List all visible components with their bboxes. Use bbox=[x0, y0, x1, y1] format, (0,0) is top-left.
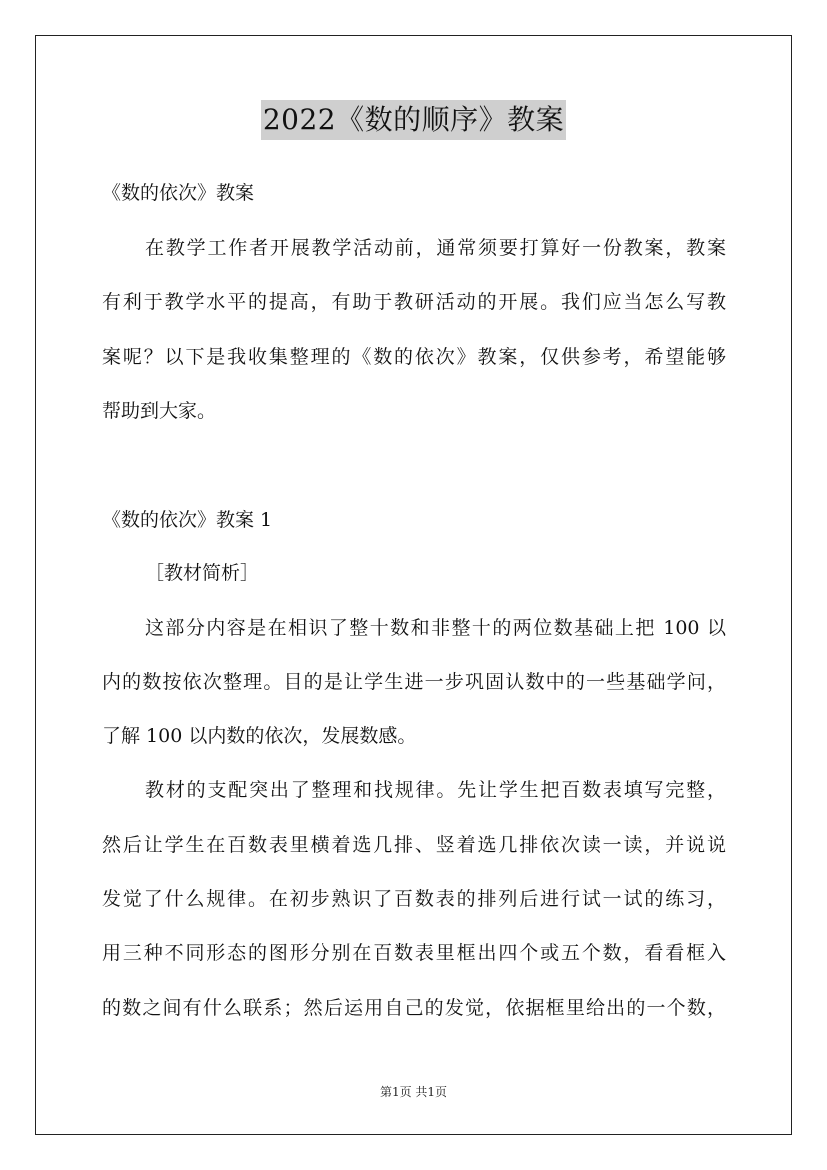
heading-lesson-plan-1: 《数的依次》教案 1 bbox=[102, 509, 273, 531]
heading-lesson-plan: 《数的依次》教案 bbox=[102, 182, 255, 204]
paragraph-2-line-3: 发觉了什么规律。在初步熟识了百数表的排列后进行试一试的练习， bbox=[102, 888, 726, 910]
page-footer: 第1页 共1页 bbox=[379, 1085, 448, 1099]
paragraph-1-line-1: 这部分内容是在相识了整十数和非整十的两位数基础上把 100 以 bbox=[145, 617, 726, 639]
paragraph-2-line-2: 然后让学生在百数表里横着选几排、竖着选几排依次读一读，并说说 bbox=[102, 834, 726, 856]
intro-line-2: 有利于教学水平的提高，有助于教研活动的开展。我们应当怎么写教 bbox=[102, 291, 726, 313]
paragraph-2-line-5: 的数之间有什么联系；然后运用自己的发觉，依据框里给出的一个数， bbox=[102, 997, 726, 1019]
paragraph-2-line-4: 用三种不同形态的图形分别在百数表里框出四个或五个数，看看框入 bbox=[102, 942, 726, 964]
document-title: 2022《数的顺序》教案 bbox=[261, 100, 566, 140]
title-container bbox=[0, 100, 827, 140]
paragraph-1-line-3: 了解 100 以内数的依次，发展数感。 bbox=[102, 725, 417, 747]
intro-line-3: 案呢？以下是我收集整理的《数的依次》教案，仅供参考，希望能够 bbox=[102, 346, 726, 368]
paragraph-2-line-1: 教材的支配突出了整理和找规律。先让学生把百数表填写完整， bbox=[145, 779, 726, 801]
intro-line-1: 在教学工作者开展教学活动前，通常须要打算好一份教案，教案 bbox=[145, 237, 726, 259]
intro-line-4: 帮助到大家。 bbox=[102, 400, 217, 422]
paragraph-1-line-2: 内的数按依次整理。目的是让学生进一步巩固认数中的一些基础学问， bbox=[102, 671, 726, 693]
section-label-textbook-analysis: ［教材简析］ bbox=[145, 562, 260, 584]
